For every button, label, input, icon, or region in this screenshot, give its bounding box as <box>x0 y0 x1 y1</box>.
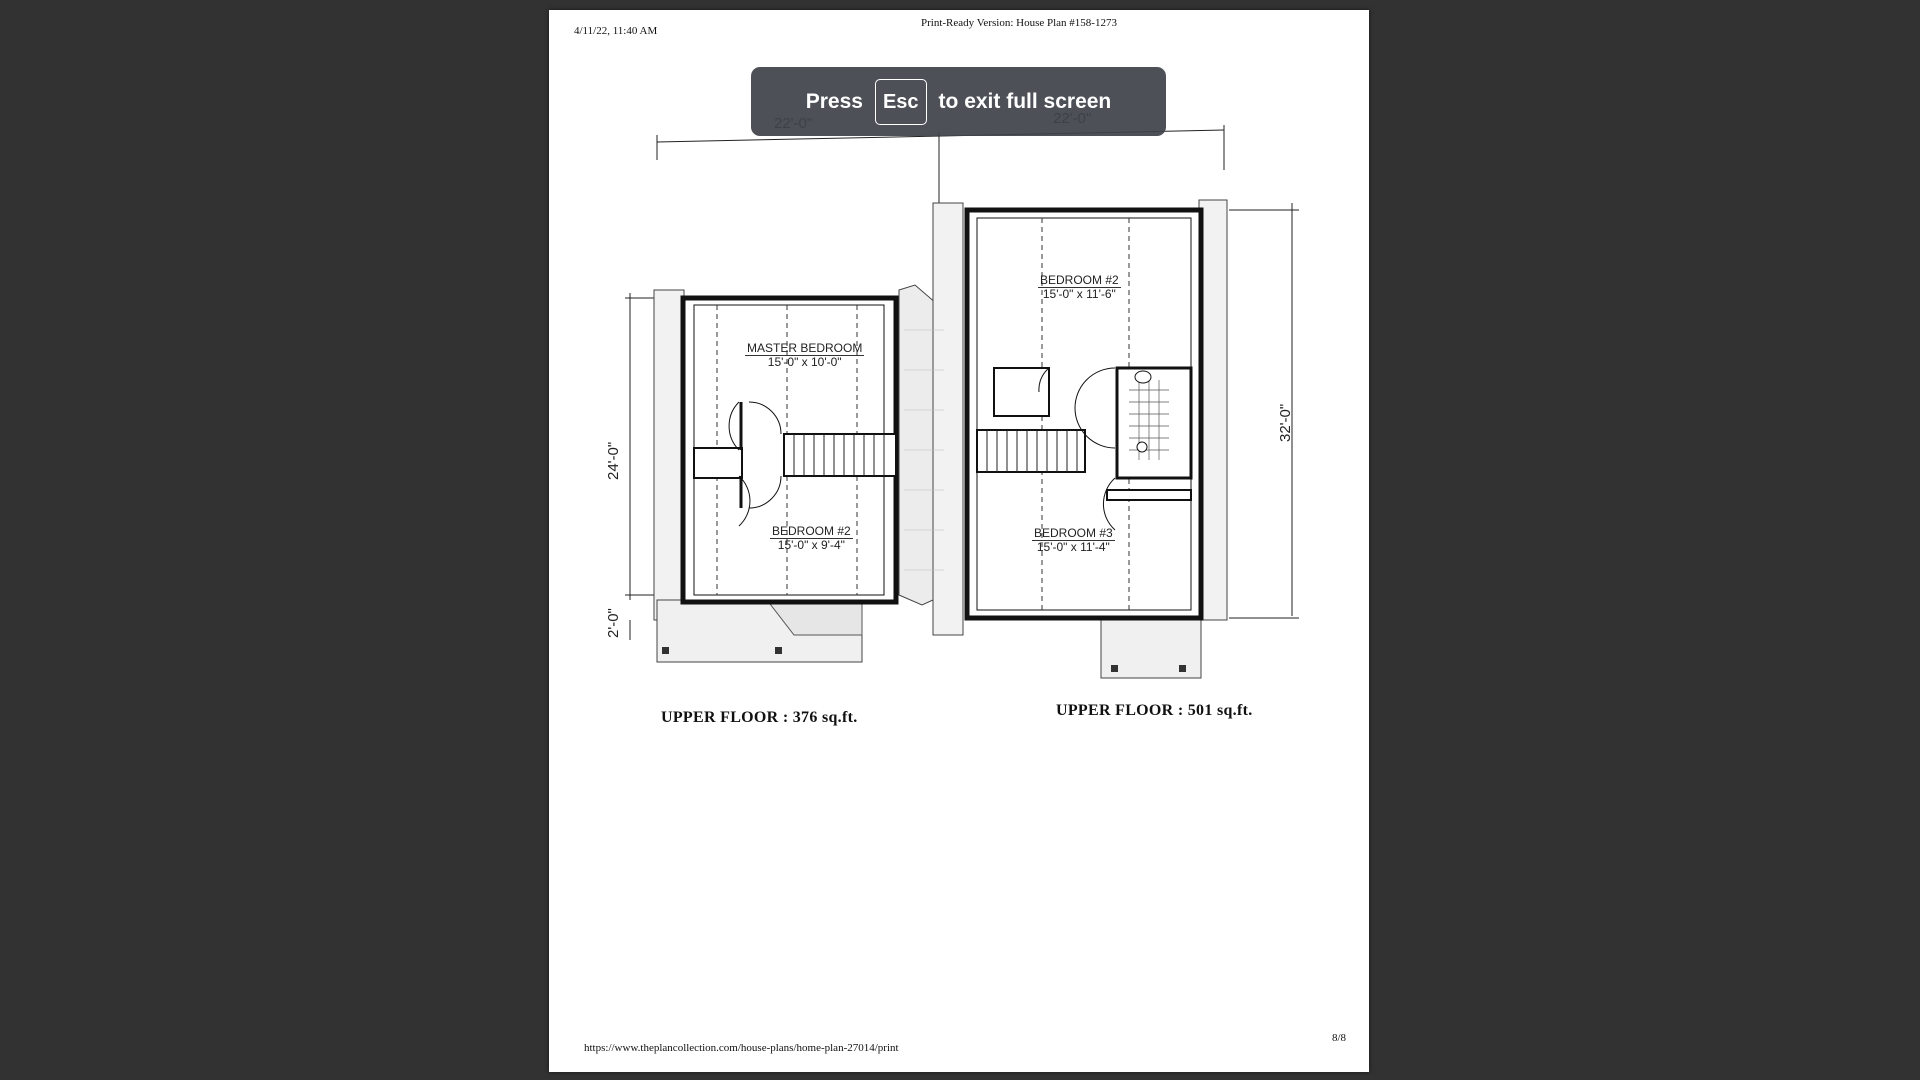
room-size: 15'-0" x 11'-4" <box>1036 540 1110 554</box>
right-floor-caption: UPPER FLOOR : 501 sq.ft. <box>1056 702 1253 719</box>
header-title: Print-Ready Version: House Plan #158-1273 <box>921 17 1117 29</box>
exit-fullscreen-toast <box>751 67 1166 136</box>
footer-page-number: 8/8 <box>1332 1032 1347 1044</box>
room-label-bedroom-3 <box>1032 527 1115 554</box>
room-name: MASTER BEDROOM <box>747 341 863 355</box>
room-size: 15'-0" x 10'-0" <box>767 355 842 369</box>
room-name: BEDROOM #2 <box>772 524 851 538</box>
floor-plan-drawing <box>549 10 1369 1072</box>
left-depth-dimension: 24'-0" <box>605 441 622 480</box>
room-label-bedroom-2-left <box>770 525 853 552</box>
room-name: BEDROOM #2 <box>1040 273 1119 287</box>
room-size: 15'-0" x 9'-4" <box>777 538 845 552</box>
center-roof <box>899 203 963 635</box>
overhang-dimension: 2'-0" <box>605 608 622 638</box>
right-unit-plan <box>967 200 1227 678</box>
esc-key-badge: Esc <box>875 79 927 125</box>
room-name: BEDROOM #3 <box>1034 526 1113 540</box>
room-size: 15'-0" x 11'-6" <box>1042 287 1116 301</box>
footer-url: https://www.theplancollection.com/house-plans/home-plan-27014/print <box>584 1042 899 1054</box>
room-label-master-bedroom <box>745 342 864 369</box>
left-floor-caption: UPPER FLOOR : 376 sq.ft. <box>661 709 858 726</box>
header-date: 4/11/22, 11:40 AM <box>574 25 658 37</box>
room-label-bedroom-2-right <box>1038 274 1121 301</box>
right-depth-dimension: 32'-0" <box>1277 403 1294 442</box>
toast-message-text: to exit full screen <box>938 89 1112 113</box>
document-page <box>549 10 1369 1072</box>
toast-press-text: Press <box>805 89 863 113</box>
